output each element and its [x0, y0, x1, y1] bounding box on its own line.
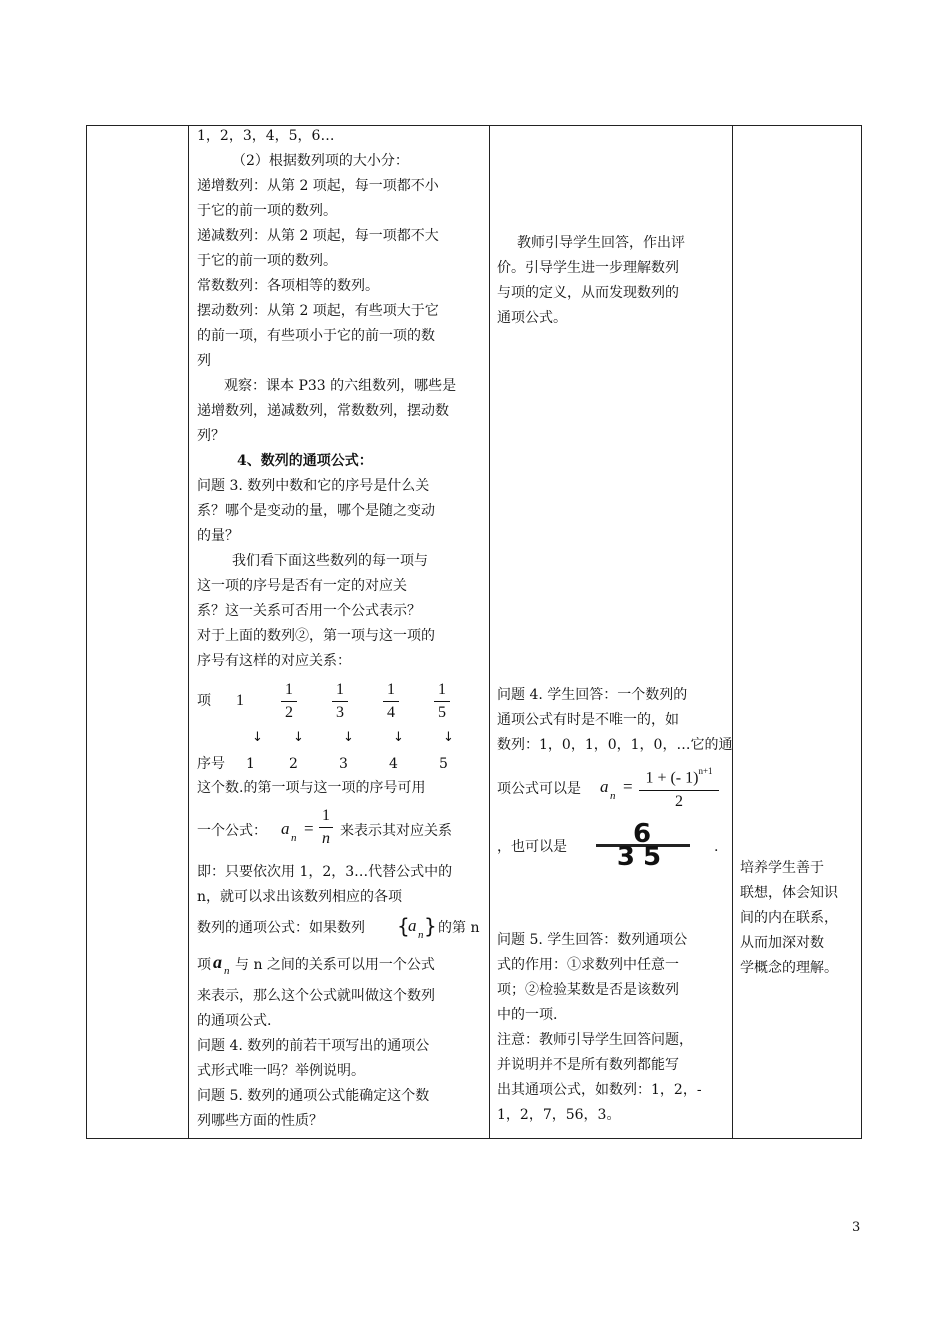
text-line: 项；②检验某数是否是该数列	[497, 982, 679, 998]
text-line: 于它的前一项的数列。	[197, 253, 337, 269]
text-line: 列？	[197, 428, 225, 444]
index-value: 3	[339, 756, 348, 772]
column-divider	[732, 126, 733, 1138]
text-line: 式形式唯一吗？举例说明。	[197, 1063, 365, 1079]
text-line: 序号有这样的对应关系：	[197, 653, 351, 669]
formula-a: a	[600, 777, 609, 796]
down-arrow-icon: ↓	[252, 730, 263, 745]
term-fraction: 1 3	[332, 681, 348, 722]
formula-a: a	[408, 916, 417, 935]
formula-a: a	[281, 819, 290, 838]
formula-a: a	[213, 952, 222, 972]
text-line: 教师引导学生回答，作出评	[517, 235, 685, 251]
text-line: n，就可以求出该数列相应的各项	[197, 889, 403, 905]
text-line: 通项公式有时是不唯一的，如	[497, 712, 679, 728]
text-line: 的量？	[197, 528, 239, 544]
text-line: 这一项的序号是否有一定的对应关	[197, 578, 407, 594]
text-line: 对于上面的数列②，第一项与这一项的	[197, 628, 435, 644]
term-fraction: 1 2	[281, 681, 297, 722]
text-line: 数列：1，0，1，0，1，0，…它的通	[497, 737, 733, 753]
text-line: 与 n 之间的关系可以用一个公式	[235, 957, 435, 973]
down-arrow-icon: ↓	[343, 730, 354, 745]
formula-equals: =	[623, 777, 633, 796]
formula-subscript: n	[418, 929, 424, 941]
index-value: 4	[389, 756, 398, 772]
text-line: 问题 4. 数列的前若干项写出的通项公	[197, 1038, 430, 1054]
down-arrow-icon: ↓	[293, 730, 304, 745]
text-line: 数列的通项公式：如果数列	[197, 920, 365, 936]
text-line: 观察：课本 P33 的六组数列，哪些是	[224, 378, 457, 394]
text-line: 这个数.的第一项与这一项的序号可用	[197, 780, 426, 796]
text-line: 来表示其对应关系	[340, 823, 452, 839]
text-line: 列	[197, 353, 211, 369]
index-label: 序号	[197, 756, 225, 772]
brace-left: {	[397, 914, 410, 938]
text-line: 出其通项公式，如数列：1，2，-	[497, 1082, 702, 1098]
text-line: 问题 3. 数列中数和它的序号是什么关	[197, 478, 430, 494]
column-divider	[489, 126, 490, 1138]
text-line: 从而加深对数	[740, 935, 824, 951]
text-line: 一个公式：	[197, 823, 267, 839]
text-line: 联想，体会知识	[740, 885, 838, 901]
text-line: 间的内在联系，	[740, 910, 838, 926]
formula-fraction: 1 n	[319, 807, 333, 848]
text-line: 我们看下面这些数列的每一项与	[232, 553, 428, 569]
text-line: 培养学生善于	[740, 860, 824, 876]
index-value: 5	[439, 756, 448, 772]
text-line: 式的作用：①求数列中任意一	[497, 957, 679, 973]
text-line: 递减数列：从第 2 项起，每一项都不大	[197, 228, 439, 244]
large-fraction: 6 35	[594, 824, 692, 867]
text-line: 的通项公式.	[197, 1013, 272, 1029]
term-value: 1	[236, 692, 244, 709]
text-line: .	[714, 839, 719, 855]
formula-equals: =	[304, 819, 314, 838]
text-line: 1，2，7，56，3。	[497, 1107, 621, 1123]
text-line: 摆动数列：从第 2 项起，有些项大于它	[197, 303, 439, 319]
formula-subscript: n	[610, 790, 616, 802]
text-line: 于它的前一项的数列。	[197, 203, 337, 219]
brace-right: }	[424, 914, 437, 938]
text-line: 递增数列：从第 2 项起，每一项都不小	[197, 178, 439, 194]
text-line: 来表示，那么这个公式就叫做这个数列	[197, 988, 435, 1004]
text-line: 通项公式。	[497, 310, 567, 326]
text-line: 问题 5. 数列的通项公式能确定这个数	[197, 1088, 430, 1104]
text-line: 即：只要依次用 1，2，3…代替公式中的	[197, 864, 453, 880]
text-line: 的第 n	[438, 920, 480, 936]
index-value: 1	[246, 756, 255, 772]
text-line: 问题 5. 学生回答：数列通项公	[497, 932, 688, 948]
page-number: 3	[852, 1220, 861, 1235]
text-line: 问题 4. 学生回答：一个数列的	[497, 687, 688, 703]
text-line: 列哪些方面的性质？	[197, 1113, 323, 1129]
down-arrow-icon: ↓	[393, 730, 404, 745]
term-fraction: 1 5	[434, 681, 450, 722]
text-line: ，也可以是	[497, 839, 567, 855]
down-arrow-icon: ↓	[443, 730, 454, 745]
text-line: 注意：教师引导学生回答问题，	[497, 1032, 693, 1048]
formula-subscript: n	[224, 965, 230, 977]
text-line: 价。引导学生进一步理解数列	[497, 260, 679, 276]
text-line: 1，2，3，4，5，6…	[197, 128, 335, 144]
text-line: 递增数列，递减数列，常数数列，摆动数	[197, 403, 449, 419]
text-line: 系？哪个是变动的量，哪个是随之变动	[197, 503, 435, 519]
text-line: 项	[197, 957, 211, 973]
text-line: 项公式可以是	[497, 781, 581, 797]
formula-fraction: 1 + (- 1)$^{n+1}$ 2	[639, 763, 719, 811]
section-heading: 4、数列的通项公式：	[237, 453, 373, 469]
text-line: 与项的定义，从而发现数列的	[497, 285, 679, 301]
column-divider	[188, 126, 189, 1138]
text-line: 并说明并不是所有数列都能写	[497, 1057, 679, 1073]
index-value: 2	[289, 756, 298, 772]
formula-subscript: n	[291, 832, 297, 844]
text-line: 学概念的理解。	[740, 960, 838, 976]
text-line: 中的一项.	[497, 1007, 558, 1023]
text-line: （2）根据数列项的大小分：	[232, 153, 409, 169]
term-label: 项	[197, 693, 211, 709]
text-line: 常数数列：各项相等的数列。	[197, 278, 379, 294]
term-fraction: 1 4	[383, 681, 399, 722]
text-line: 系？这一关系可否用一个公式表示？	[197, 603, 421, 619]
text-line: 的前一项，有些项小于它的前一项的数	[197, 328, 435, 344]
